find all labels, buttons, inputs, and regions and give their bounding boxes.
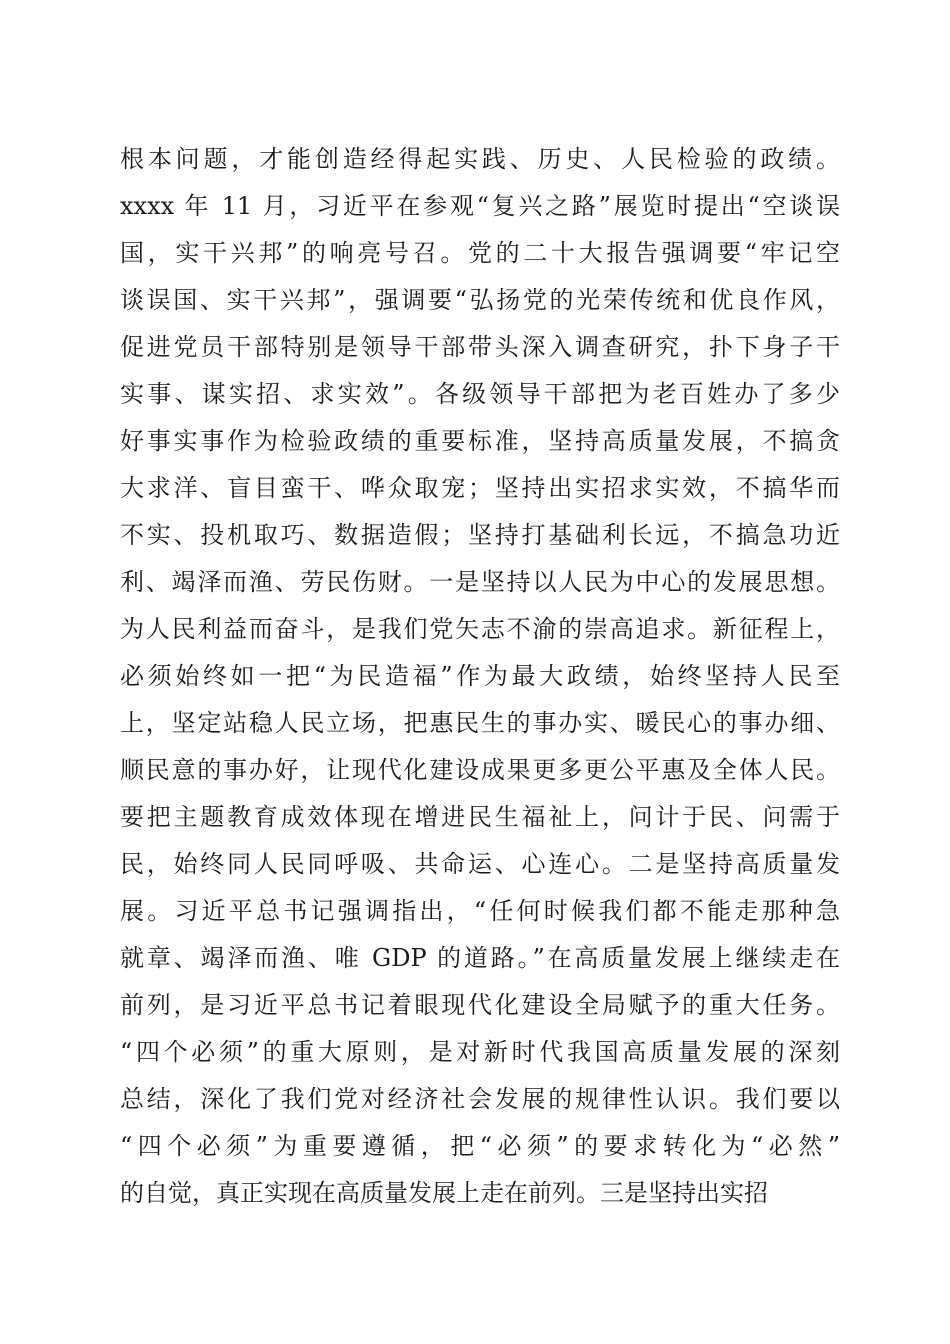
- text-line: 前列，是习近平总书记着眼现代化建设全局赋予的重大任务。: [120, 991, 840, 1019]
- text-line: xxxx 年 11 月，习近平在参观“复兴之路”展览时提出“空谈误: [120, 192, 840, 220]
- text-line: 促进党员干部特别是领导干部带头深入调查研究，扑下身子干: [120, 333, 840, 361]
- text-line: 利、竭泽而渔、劳民伤财。一是坚持以人民为中心的发展思想。: [120, 568, 840, 596]
- text-line: 实事、谋实招、求实效”。各级领导干部把为老百姓办了多少: [120, 380, 840, 408]
- text-line: 要把主题教育成效体现在增进民生福祉上，问计于民、问需于: [120, 803, 840, 831]
- text-line: 民，始终同人民同呼吸、共命运、心连心。二是坚持高质量发: [120, 850, 840, 878]
- text-line: “四个必须”的重大原则，是对新时代我国高质量发展的深刻: [120, 1038, 840, 1066]
- text-line: 上，坚定站稳人民立场，把惠民生的事办实、暖民心的事办细、: [120, 709, 840, 737]
- text-line: 不实、投机取巧、数据造假；坚持打基础利长远，不搞急功近: [120, 521, 840, 549]
- body-text: [120, 136, 840, 1217]
- text-line: 必须始终如一把“为民造福”作为最大政绩，始终坚持人民至: [120, 662, 840, 690]
- text-line: 就章、竭泽而渔、唯 GDP 的道路。”在高质量发展上继续走在: [120, 944, 840, 972]
- text-line: “四个必须”为重要遵循，把“必须”的要求转化为“必然”: [120, 1132, 840, 1160]
- text-line: 展。习近平总书记强调指出，“任何时候我们都不能走那种急: [120, 897, 840, 925]
- text-line: 顺民意的事办好，让现代化建设成果更多更公平惠及全体人民。: [120, 756, 840, 784]
- text-line: 好事实事作为检验政绩的重要标准，坚持高质量发展，不搞贪: [120, 427, 840, 455]
- text-line: 总结，深化了我们党对经济社会发展的规律性认识。我们要以: [120, 1085, 840, 1113]
- text-line: 大求洋、盲目蛮干、哗众取宠；坚持出实招求实效，不搞华而: [120, 474, 840, 502]
- text-line: 为人民利益而奋斗，是我们党矢志不渝的崇高追求。新征程上，: [120, 615, 840, 643]
- text-line: 国，实干兴邦”的响亮号召。党的二十大报告强调要“牢记空: [120, 239, 840, 267]
- text-line: 根本问题，才能创造经得起实践、历史、人民检验的政绩。: [120, 145, 840, 173]
- text-line: 谈误国、实干兴邦”，强调要“弘扬党的光荣传统和优良作风，: [120, 286, 840, 314]
- text-line: 的自觉，真正实现在高质量发展上走在前列。三是坚持出实招: [120, 1179, 768, 1207]
